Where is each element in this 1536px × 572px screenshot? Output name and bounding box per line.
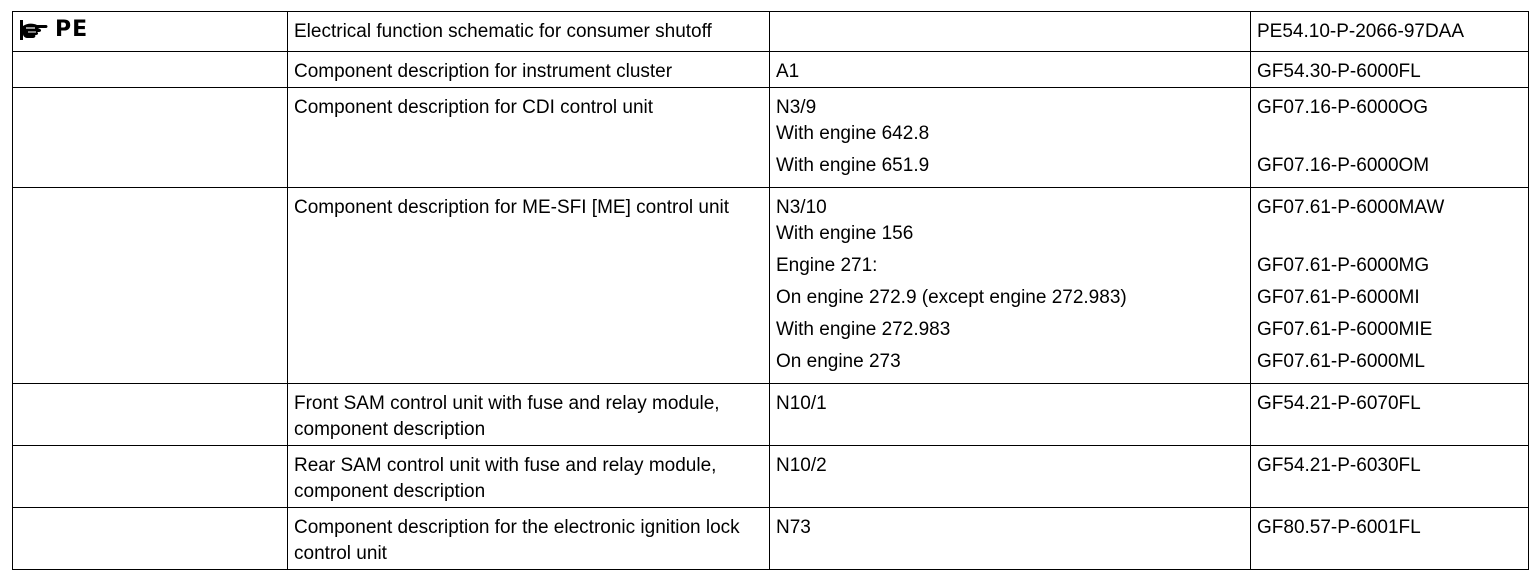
- component-code: Engine 271:: [776, 255, 878, 276]
- row-empty-cell: [13, 52, 288, 88]
- pe-marker: [19, 18, 88, 42]
- header-title: Electrical function schematic for consumer shutoff: [288, 12, 770, 52]
- header-component: [770, 12, 1251, 52]
- component-code: With engine 156: [776, 223, 914, 244]
- component-code: On engine 272.9 (except engine 272.983): [776, 287, 1127, 308]
- table-row: [13, 52, 1529, 88]
- table-row: [13, 384, 1529, 446]
- pe-label: PE: [55, 17, 89, 42]
- table-row: [13, 446, 1529, 508]
- component-code: A1: [776, 61, 800, 82]
- document-ref-link[interactable]: GF54.21-P-6070FL: [1257, 393, 1421, 414]
- component-code: N10/2: [776, 455, 827, 476]
- table-row: [13, 508, 1529, 570]
- document-ref-link: [1257, 121, 1522, 153]
- document-ref-link[interactable]: GF07.16-P-6000OG: [1257, 97, 1429, 118]
- row-refs: [1251, 188, 1529, 384]
- row-description: Front SAM control unit with fuse and relay module, component description: [288, 384, 770, 446]
- row-description: Component description for the electronic ignition lock control unit: [288, 508, 770, 570]
- document-ref-link[interactable]: GF07.61-P-6000MIE: [1257, 319, 1433, 340]
- component-code: N3/9: [776, 97, 817, 118]
- component-code: With engine 651.9: [776, 155, 930, 176]
- document-ref-link[interactable]: GF07.61-P-6000ML: [1257, 351, 1425, 372]
- row-components: [770, 446, 1251, 508]
- row-components: [770, 52, 1251, 88]
- table-row-header: [13, 12, 1529, 52]
- component-code: With engine 272.983: [776, 319, 951, 340]
- pointing-hand-icon: [19, 19, 49, 41]
- component-code: With engine 642.8: [776, 123, 930, 144]
- row-description: Component description for ME-SFI [ME] control unit: [288, 188, 770, 384]
- table-row: [13, 188, 1529, 384]
- row-empty-cell: [13, 384, 288, 446]
- table-row: [13, 88, 1529, 188]
- document-ref-link[interactable]: GF54.21-P-6030FL: [1257, 455, 1421, 476]
- row-description: Rear SAM control unit with fuse and relay module, component description: [288, 446, 770, 508]
- row-components: [770, 384, 1251, 446]
- document-ref-link[interactable]: GF07.61-P-6000MAW: [1257, 197, 1445, 218]
- row-empty-cell: [13, 508, 288, 570]
- row-components: [770, 508, 1251, 570]
- component-code: N3/10: [776, 197, 827, 218]
- document-ref-link[interactable]: GF80.57-P-6001FL: [1257, 517, 1421, 538]
- document-ref-link[interactable]: GF07.16-P-6000OM: [1257, 155, 1430, 176]
- row-description: Component description for instrument cluster: [288, 52, 770, 88]
- row-empty-cell: [13, 188, 288, 384]
- component-code: On engine 273: [776, 351, 901, 372]
- row-refs: [1251, 52, 1529, 88]
- row-description: Component description for CDI control unit: [288, 88, 770, 188]
- row-refs: [1251, 384, 1529, 446]
- pe-cell: [13, 12, 288, 52]
- document-ref-link[interactable]: GF07.61-P-6000MG: [1257, 255, 1430, 276]
- row-empty-cell: [13, 446, 288, 508]
- row-refs: [1251, 88, 1529, 188]
- header-ref[interactable]: PE54.10-P-2066-97DAA: [1251, 12, 1529, 52]
- document-ref-link[interactable]: GF54.30-P-6000FL: [1257, 61, 1421, 82]
- document-ref-link: [1257, 221, 1522, 253]
- component-code: N73: [776, 517, 811, 538]
- document-ref-link[interactable]: GF07.61-P-6000MI: [1257, 287, 1420, 308]
- row-components: [770, 88, 1251, 188]
- row-refs: [1251, 446, 1529, 508]
- reference-table: [12, 11, 1529, 570]
- row-refs: [1251, 508, 1529, 570]
- component-code: N10/1: [776, 393, 827, 414]
- row-components: [770, 188, 1251, 384]
- row-empty-cell: [13, 88, 288, 188]
